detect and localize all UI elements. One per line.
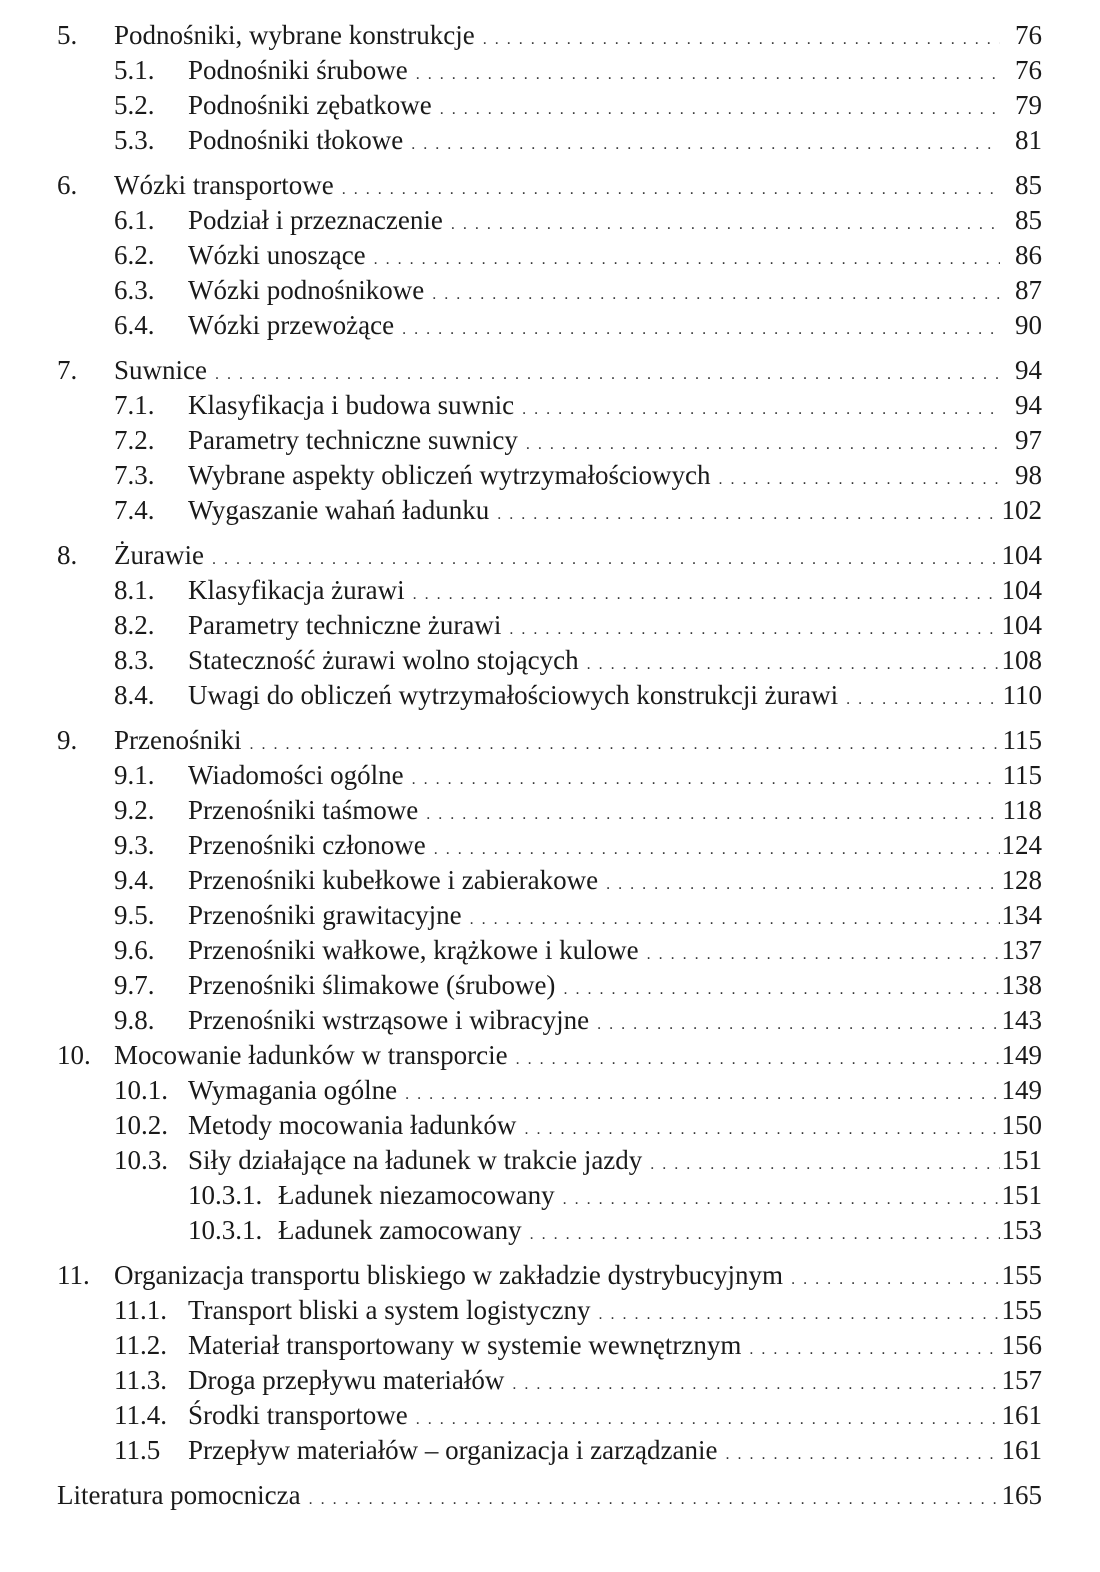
dot-leader <box>524 1112 1000 1147</box>
dot-leader <box>563 1182 1000 1217</box>
toc-entry-title: Wybrane aspekty obliczeń wytrzymałościowych <box>188 460 711 490</box>
toc-entry-title: Parametry techniczne suwnicy <box>188 425 518 455</box>
toc-page-number: 124 <box>1001 830 1042 860</box>
toc-entry-title: Uwagi do obliczeń wytrzymałościowych konstrukcji żurawi <box>188 680 839 710</box>
toc-section-row[interactable] <box>0 793 1100 828</box>
toc-entry-title: Środki transportowe <box>188 1400 408 1430</box>
dot-leader <box>530 1217 1000 1252</box>
toc-entry-number: 10. <box>57 1040 91 1070</box>
toc-entry-number: 5.1. <box>114 55 155 85</box>
toc-page-number: 90 <box>1015 310 1042 340</box>
toc-page-number: 157 <box>1001 1365 1042 1395</box>
toc-section-row[interactable] <box>0 388 1100 423</box>
dot-leader <box>434 832 1000 867</box>
toc-page-number: 151 <box>1001 1145 1042 1175</box>
toc-page-number: 118 <box>1002 795 1042 825</box>
dot-leader <box>440 92 1000 127</box>
toc-page-number: 153 <box>1001 1215 1042 1245</box>
toc-chapter-row[interactable] <box>0 1038 1100 1073</box>
dot-leader <box>402 312 1000 347</box>
dot-leader <box>563 972 1000 1007</box>
toc-entry-number: 10.3.1. <box>188 1180 263 1210</box>
toc-entry-number: 8.4. <box>114 680 155 710</box>
toc-entry-number: 6.4. <box>114 310 155 340</box>
toc-page-number: 138 <box>1001 970 1042 1000</box>
toc-entry-title: Przenośniki wstrząsowe i wibracyjne <box>188 1005 590 1035</box>
toc-page-number: 94 <box>1015 355 1042 385</box>
toc-entry-number: 9.2. <box>114 795 155 825</box>
toc-entry-number: 9.1. <box>114 760 155 790</box>
toc-page-number: 143 <box>1001 1005 1042 1035</box>
toc-entry-title-wrap <box>188 53 1000 92</box>
toc-page-number: 79 <box>1015 90 1042 120</box>
toc-entry-title: Przenośniki kubełkowe i zabierakowe <box>188 865 599 895</box>
toc-chapter-row[interactable] <box>0 18 1100 53</box>
toc-section-row[interactable] <box>0 573 1100 608</box>
toc-entry-title-wrap <box>188 643 1000 682</box>
toc-page-number: 81 <box>1015 125 1042 155</box>
toc-section-row[interactable] <box>0 643 1100 678</box>
toc-entry-title: Klasyfikacja żurawi <box>188 575 405 605</box>
toc-page-number: 104 <box>1001 575 1042 605</box>
dot-leader <box>497 497 1000 532</box>
toc-section-row[interactable] <box>0 88 1100 123</box>
toc-page-number: 150 <box>1001 1110 1042 1140</box>
toc-entry-number: 9.7. <box>114 970 155 1000</box>
toc-page-number: 102 <box>1001 495 1042 525</box>
toc-entry-number: 8.2. <box>114 610 155 640</box>
toc-section-row[interactable] <box>0 1143 1100 1178</box>
toc-section-row[interactable] <box>0 1363 1100 1398</box>
dot-leader <box>526 427 1000 462</box>
toc-entry-number: 7.1. <box>114 390 155 420</box>
toc-entry-title: Stateczność żurawi wolno stojących <box>188 645 579 675</box>
toc-entry-title-wrap <box>114 353 1000 392</box>
toc-entry-title-wrap <box>57 1478 1000 1517</box>
toc-entry-title: Przenośniki ślimakowe (śrubowe) <box>188 970 556 1000</box>
dot-leader <box>470 902 1000 937</box>
toc-entry-number: 6.2. <box>114 240 155 270</box>
toc-section-row[interactable] <box>0 968 1100 1003</box>
toc-entry-number: 10.3. <box>114 1145 168 1175</box>
toc-entry-title-wrap <box>188 458 1000 497</box>
toc-section-row[interactable] <box>0 828 1100 863</box>
toc-entry-number: 5. <box>57 20 78 50</box>
toc-entry-title: Ładunek zamocowany <box>278 1215 522 1245</box>
toc-page-number: 155 <box>1001 1260 1042 1290</box>
dot-leader <box>509 612 1000 647</box>
toc-entry-title-wrap <box>188 1293 1000 1332</box>
toc-entry-number: 11.2. <box>114 1330 167 1360</box>
toc-entry-title-wrap <box>114 18 1000 57</box>
toc-entry-number: 7.4. <box>114 495 155 525</box>
toc-section-row[interactable] <box>0 898 1100 933</box>
toc-entry-title-wrap <box>188 678 1000 717</box>
toc-entry-title: Materiał transportowany w systemie wewnętrznym <box>188 1330 742 1360</box>
toc-entry-title-wrap <box>188 933 1000 972</box>
dot-leader <box>250 727 1001 762</box>
toc-entry-title-wrap <box>114 1258 1000 1297</box>
dot-leader <box>512 1367 1000 1402</box>
toc-entry-title-wrap <box>114 723 1000 762</box>
toc-section-row[interactable] <box>0 203 1100 238</box>
toc-entry-title-wrap <box>188 793 1000 832</box>
toc-entry-title: Wygaszanie wahań ładunku <box>188 495 490 525</box>
toc-entry-title-wrap <box>188 863 1000 902</box>
toc-page-number: 134 <box>1001 900 1042 930</box>
dot-leader <box>451 207 1000 242</box>
toc-entry-title: Podnośniki tłokowe <box>188 125 404 155</box>
dot-leader <box>212 542 1000 577</box>
toc-entry-title: Podnośniki, wybrane konstrukcje <box>114 20 475 50</box>
toc-entry-title: Transport bliski a system logistyczny <box>188 1295 591 1325</box>
toc-section-row[interactable] <box>0 1108 1100 1143</box>
dot-leader <box>416 57 1000 92</box>
table-of-contents <box>0 18 1100 1513</box>
toc-entry-title: Podział i przeznaczenie <box>188 205 443 235</box>
toc-section-row[interactable] <box>0 1178 1100 1213</box>
toc-entry-title-wrap <box>188 1363 1000 1402</box>
toc-entry-title: Parametry techniczne żurawi <box>188 610 502 640</box>
toc-page-number: 85 <box>1015 205 1042 235</box>
toc-entry-title: Wózki przewożące <box>188 310 395 340</box>
toc-entry-title-wrap <box>188 308 1000 347</box>
toc-entry-title: Mocowanie ładunków w transporcie <box>114 1040 508 1070</box>
toc-entry-title: Wózki podnośnikowe <box>188 275 425 305</box>
toc-entry-number: 9.4. <box>114 865 155 895</box>
toc-entry-number: 10.3.1. <box>188 1215 263 1245</box>
dot-leader <box>791 1262 1000 1297</box>
dot-leader <box>413 577 1000 612</box>
toc-entry-title-wrap <box>188 1003 1000 1042</box>
toc-entry-number: 8.3. <box>114 645 155 675</box>
toc-entry-number: 10.1. <box>114 1075 168 1105</box>
toc-entry-title-wrap <box>278 1213 1000 1252</box>
toc-entry-title: Klasyfikacja i budowa suwnic <box>188 390 515 420</box>
toc-chapter-row[interactable] <box>0 353 1100 388</box>
toc-section-row[interactable] <box>0 273 1100 308</box>
toc-entry-title: Żurawie <box>114 540 204 570</box>
toc-entry-title-wrap <box>188 238 1000 277</box>
toc-entry-title: Przenośniki <box>114 725 242 755</box>
toc-entry-title-wrap <box>188 828 1000 867</box>
toc-page-number: 137 <box>1001 935 1042 965</box>
toc-page-number: 149 <box>1001 1075 1042 1105</box>
toc-entry-title: Przenośniki członowe <box>188 830 426 860</box>
toc-entry-number: 9.8. <box>114 1005 155 1035</box>
toc-entry-number: 6.1. <box>114 205 155 235</box>
toc-entry-number: 5.3. <box>114 125 155 155</box>
toc-bibliography-row[interactable] <box>0 1478 1100 1513</box>
toc-entry-title: Metody mocowania ładunków <box>188 1110 517 1140</box>
toc-section-row[interactable] <box>0 458 1100 493</box>
toc-entry-title-wrap <box>188 1143 1000 1182</box>
toc-entry-number: 5.2. <box>114 90 155 120</box>
dot-leader <box>374 242 1000 277</box>
toc-entry-title-wrap <box>278 1178 1000 1217</box>
dot-leader <box>650 1147 1000 1182</box>
toc-section-row[interactable] <box>0 1328 1100 1363</box>
dot-leader <box>718 462 1000 497</box>
dot-leader <box>725 1437 1000 1472</box>
toc-entry-title-wrap <box>188 423 1000 462</box>
toc-entry-title: Przenośniki taśmowe <box>188 795 419 825</box>
toc-entry-title: Wiadomości ogólne <box>188 760 404 790</box>
toc-entry-number: 6. <box>57 170 78 200</box>
toc-entry-title: Wózki unoszące <box>188 240 366 270</box>
toc-page-number: 161 <box>1001 1435 1042 1465</box>
toc-page-number: 156 <box>1001 1330 1042 1360</box>
toc-section-row[interactable] <box>0 53 1100 88</box>
dot-leader <box>749 1332 1000 1367</box>
toc-entry-title-wrap <box>188 493 1000 532</box>
toc-entry-title-wrap <box>188 968 1000 1007</box>
dot-leader <box>597 1007 1000 1042</box>
toc-section-row[interactable] <box>0 758 1100 793</box>
toc-section-row[interactable] <box>0 678 1100 713</box>
toc-entry-number: 11.3. <box>114 1365 167 1395</box>
dot-leader <box>405 1077 1000 1112</box>
toc-page-number: 97 <box>1015 425 1042 455</box>
toc-chapter-row[interactable] <box>0 538 1100 573</box>
toc-entry-number: 9.6. <box>114 935 155 965</box>
dot-leader <box>309 1482 1000 1517</box>
dot-leader <box>587 647 1000 682</box>
dot-leader <box>411 127 1000 162</box>
toc-section-row[interactable] <box>0 608 1100 643</box>
toc-entry-title-wrap <box>188 1108 1000 1147</box>
toc-section-row[interactable] <box>0 1073 1100 1108</box>
toc-section-row[interactable] <box>0 1213 1100 1248</box>
toc-entry-title-wrap <box>188 123 1000 162</box>
dot-leader <box>647 937 1000 972</box>
dot-leader <box>599 1297 1001 1332</box>
toc-section-row[interactable] <box>0 1433 1100 1468</box>
toc-page-number: 104 <box>1001 540 1042 570</box>
toc-section-row[interactable] <box>0 308 1100 343</box>
toc-entry-title-wrap <box>114 538 1000 577</box>
toc-page-number: 115 <box>1002 760 1042 790</box>
toc-entry-number: 7.2. <box>114 425 155 455</box>
dot-leader <box>416 1402 1000 1437</box>
toc-entry-number: 9.5. <box>114 900 155 930</box>
toc-entry-number: 9.3. <box>114 830 155 860</box>
dot-leader <box>483 22 1000 57</box>
dot-leader <box>846 682 1000 717</box>
dot-leader <box>215 357 1000 392</box>
toc-page-number: 149 <box>1001 1040 1042 1070</box>
toc-entry-title-wrap <box>188 1073 1000 1112</box>
toc-entry-title-wrap <box>188 273 1000 312</box>
toc-page-number: 161 <box>1001 1400 1042 1430</box>
dot-leader <box>412 762 1000 797</box>
toc-section-row[interactable] <box>0 123 1100 158</box>
toc-entry-title-wrap <box>188 88 1000 127</box>
toc-entry-title: Siły działające na ładunek w trakcie jazdy <box>188 1145 643 1175</box>
dot-leader <box>432 277 1000 312</box>
toc-entry-title: Wymagania ogólne <box>188 1075 398 1105</box>
toc-entry-title: Wózki transportowe <box>114 170 334 200</box>
toc-page-number: 155 <box>1001 1295 1042 1325</box>
toc-page-number: 115 <box>1002 725 1042 755</box>
toc-section-row[interactable] <box>0 1398 1100 1433</box>
toc-page-number: 128 <box>1001 865 1042 895</box>
toc-entry-number: 10.2. <box>114 1110 168 1140</box>
toc-entry-number: 11.5 <box>114 1435 161 1465</box>
toc-entry-title-wrap <box>188 203 1000 242</box>
toc-section-row[interactable] <box>0 863 1100 898</box>
toc-page-number: 110 <box>1002 680 1042 710</box>
toc-page-number: 85 <box>1015 170 1042 200</box>
toc-entry-title: Przenośniki wałkowe, krążkowe i kulowe <box>188 935 639 965</box>
toc-entry-number: 11. <box>57 1260 90 1290</box>
toc-entry-number: 9. <box>57 725 78 755</box>
toc-entry-title-wrap <box>188 1398 1000 1437</box>
dot-leader <box>522 392 1000 427</box>
toc-entry-title-wrap <box>188 573 1000 612</box>
toc-section-row[interactable] <box>0 423 1100 458</box>
toc-section-row[interactable] <box>0 1003 1100 1038</box>
toc-page-number: 87 <box>1015 275 1042 305</box>
toc-entry-number: 11.1. <box>114 1295 167 1325</box>
toc-section-row[interactable] <box>0 1293 1100 1328</box>
toc-entry-title: Ładunek niezamocowany <box>278 1180 555 1210</box>
toc-page-number: 76 <box>1015 55 1042 85</box>
toc-entry-number: 11.4. <box>114 1400 167 1430</box>
toc-entry-title: Podnośniki zębatkowe <box>188 90 432 120</box>
dot-leader <box>342 172 1000 207</box>
dot-leader <box>426 797 1000 832</box>
toc-entry-title-wrap <box>188 758 1000 797</box>
toc-chapter-row[interactable] <box>0 168 1100 203</box>
toc-page-number: 86 <box>1015 240 1042 270</box>
toc-entry-title: Literatura pomocnicza <box>57 1480 301 1510</box>
toc-chapter-row[interactable] <box>0 1258 1100 1293</box>
dot-leader <box>606 867 1000 902</box>
toc-entry-title-wrap <box>188 898 1000 937</box>
toc-page-number: 104 <box>1001 610 1042 640</box>
toc-page-number: 151 <box>1001 1180 1042 1210</box>
toc-entry-title-wrap <box>114 1038 1000 1077</box>
toc-section-row[interactable] <box>0 493 1100 528</box>
toc-entry-number: 8. <box>57 540 78 570</box>
toc-chapter-row[interactable] <box>0 723 1100 758</box>
toc-section-row[interactable] <box>0 238 1100 273</box>
toc-entry-number: 7. <box>57 355 78 385</box>
toc-page-number: 98 <box>1015 460 1042 490</box>
toc-entry-title: Przenośniki grawitacyjne <box>188 900 462 930</box>
toc-entry-title: Przepływ materiałów – organizacja i zarządzanie <box>188 1435 718 1465</box>
toc-entry-title: Organizacja transportu bliskiego w zakładzie dystrybucyjnym <box>114 1260 784 1290</box>
toc-entry-title-wrap <box>188 1433 1000 1472</box>
toc-entry-number: 8.1. <box>114 575 155 605</box>
toc-entry-number: 7.3. <box>114 460 155 490</box>
toc-page-number: 165 <box>1001 1480 1042 1510</box>
toc-entry-number: 6.3. <box>114 275 155 305</box>
toc-section-row[interactable] <box>0 933 1100 968</box>
toc-page-number: 76 <box>1015 20 1042 50</box>
toc-entry-title-wrap <box>188 608 1000 647</box>
toc-page-number: 108 <box>1001 645 1042 675</box>
toc-entry-title: Suwnice <box>114 355 207 385</box>
toc-entry-title-wrap <box>188 388 1000 427</box>
toc-page-number: 94 <box>1015 390 1042 420</box>
toc-entry-title-wrap <box>114 168 1000 207</box>
dot-leader <box>516 1042 1000 1077</box>
toc-entry-title-wrap <box>188 1328 1000 1367</box>
toc-entry-title: Droga przepływu materiałów <box>188 1365 505 1395</box>
toc-entry-title: Podnośniki śrubowe <box>188 55 408 85</box>
